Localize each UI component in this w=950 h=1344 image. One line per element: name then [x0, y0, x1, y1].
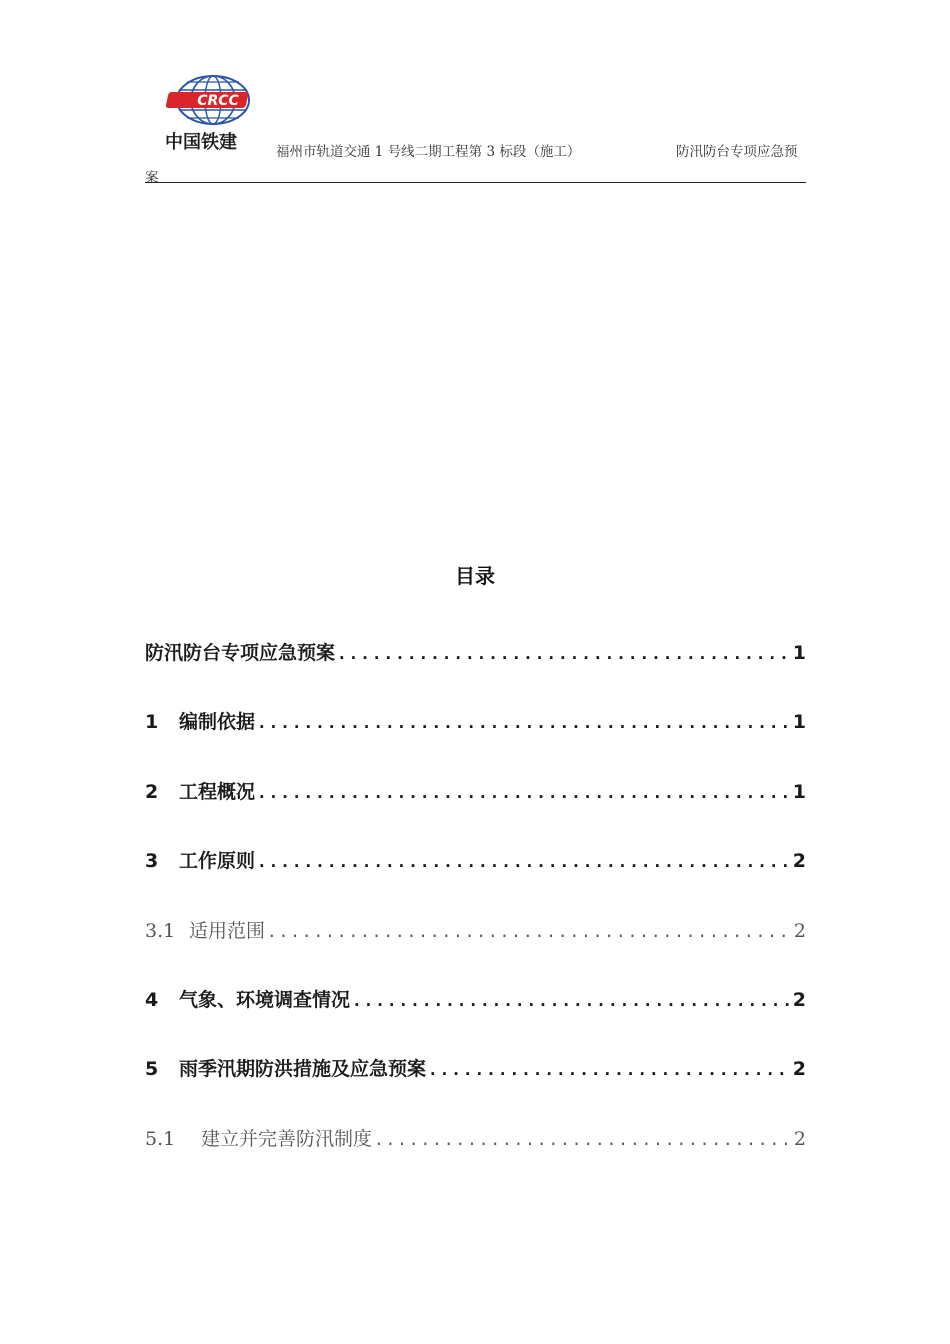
toc-entry-4[interactable]: [145, 985, 806, 1013]
toc-entry-page: 2: [793, 920, 806, 942]
toc-entry-page: 2: [792, 850, 806, 872]
toc-heading: 目录: [455, 564, 495, 588]
toc-entry-5-1[interactable]: [145, 1124, 806, 1152]
toc-entry-title: 工程概况: [179, 781, 256, 803]
toc-entry-number: 5: [145, 1058, 159, 1080]
toc-entry-number: 3: [145, 850, 159, 872]
toc-entry-number: 5.1: [145, 1128, 176, 1150]
toc-entry-title: 气象、环境调查情况: [179, 989, 351, 1011]
toc-entry-page: 2: [793, 1128, 806, 1150]
toc-entry-title: 适用范围: [189, 920, 266, 942]
toc-entry-page: 1: [792, 781, 806, 803]
toc-entry-2[interactable]: [145, 777, 806, 805]
toc-entry-number: 4: [145, 989, 159, 1011]
toc-entry-page: 2: [792, 989, 806, 1011]
toc-entry-title: 编制依据: [179, 711, 256, 733]
header-project-name: 福州市轨道交通 1 号线二期工程第 3 标段（施工）: [276, 144, 581, 160]
toc-entry-title: 工作原则: [179, 850, 256, 872]
toc-entry-main[interactable]: [145, 638, 806, 666]
toc-entry-title: 雨季汛期防洪措施及应急预案: [179, 1058, 427, 1080]
toc-leader-dots: [257, 713, 791, 732]
header-document-title-wrap: 案: [145, 170, 159, 186]
logo-company-name: 中国铁建: [165, 132, 237, 153]
toc-entry-page: 2: [792, 1058, 806, 1080]
toc-leader-dots: [267, 922, 792, 941]
toc-leader-dots: [374, 1130, 792, 1149]
toc-leader-dots: [337, 644, 791, 663]
header-divider: [145, 182, 806, 183]
toc-entry-number: 2: [145, 781, 159, 803]
toc-entry-title: 防汛防台专项应急预案: [145, 642, 336, 664]
toc-entry-page: 1: [792, 642, 806, 664]
toc-leader-dots: [257, 783, 791, 802]
header-document-title: 防汛防台专项应急预: [676, 144, 798, 160]
toc-entry-3[interactable]: [145, 846, 806, 874]
toc-entry-5[interactable]: [145, 1054, 806, 1082]
toc-entry-number: 3.1: [145, 920, 176, 942]
crcc-globe-icon: [163, 72, 263, 128]
crcc-logo: [163, 72, 263, 154]
toc-leader-dots: [257, 852, 791, 871]
logo-mark-text: CRCC: [197, 93, 239, 109]
toc-leader-dots: [352, 991, 791, 1010]
toc-entry-page: 1: [792, 711, 806, 733]
toc-entry-3-1[interactable]: [145, 916, 806, 944]
toc-entry-1[interactable]: [145, 707, 806, 735]
toc-leader-dots: [428, 1060, 791, 1079]
toc-entry-number: 1: [145, 711, 159, 733]
toc-entry-title: 建立并完善防汛制度: [201, 1128, 373, 1150]
